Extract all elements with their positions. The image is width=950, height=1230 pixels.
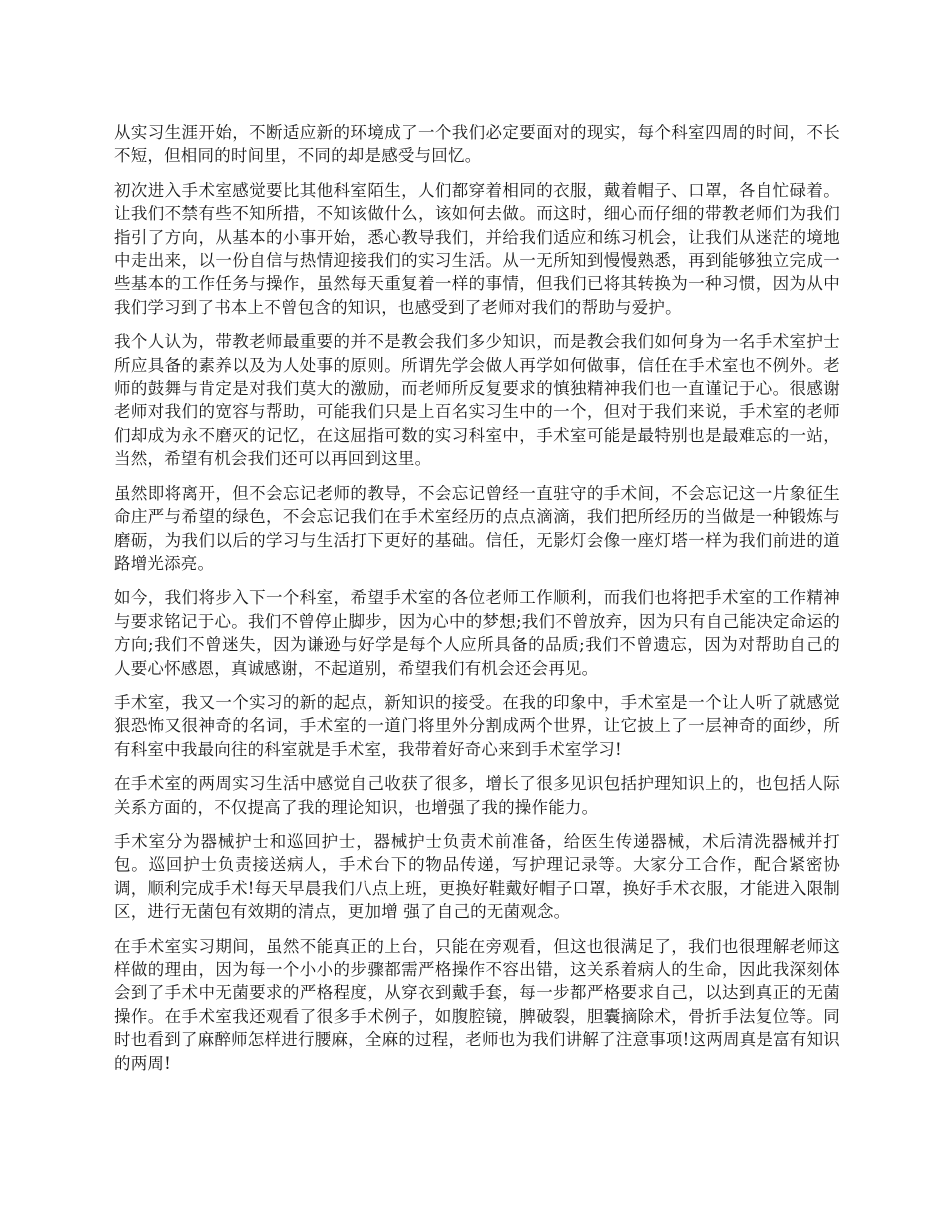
paragraph-9: 在手术室实习期间，虽然不能真正的上台，只能在旁观看，但这也很满足了，我们也很理解老师这样做的理由，因为每一个小小的步骤都需严格操作不容出错，这关系着病人的生命，因此我深刻体会到了手术中无菌要求的严格程度，从穿衣到戴手套，每一步都严格要求自己，以达到真正的无菌操作。在手术室我还观看了很多手术例子，如腹腔镜，脾破裂，胆囊摘除术，骨折手法复位等。同时也看到了麻醉师怎样进行腰麻，全麻的过程，老师也为我们讲解了注意事项!这两周真是富有知识的两周! [114,936,840,1073]
paragraph-1: 从实习生涯开始，不断适应新的环境成了一个我们必定要面对的现实，每个科室四周的时间，不长不短，但相同的时间里，不同的却是感受与回忆。 [114,123,840,166]
paragraph-5: 如今，我们将步入下一个科室，希望手术室的各位老师工作顺利，而我们也将把手术室的工作精神与要求铭记于心。我们不曾停止脚步，因为心中的梦想;我们不曾放弃，因为只有自己能决定命运的方向;我们不曾迷失，因为谦逊与好学是每个人应所具备的品质;我们不曾遗忘，因为对帮助自己的人要心怀感恩，真诚感谢，不起道别，希望我们有机会还会再见。 [114,588,840,678]
paragraph-3: 我个人认为，带教老师最重要的并不是教会我们多少知识，而是教会我们如何身为一名手术室护士所应具备的素养以及为人处事的原则。所谓先学会做人再学如何做事，信任在手术室也不例外。老师的鼓舞与肯定是对我们莫大的激励，而老师所反复要求的慎独精神我们也一直谨记于心。很感谢老师对我们的宽容与帮助，可能我们只是上百名实习生中的一个，但对于我们来说，手术室的老师们却成为永不磨灭的记忆，在这屈指可数的实习科室中，手术室可能是最特别也是最难忘的一站，当然，希望有机会我们还可以再回到这里。 [114,332,840,469]
paragraph-4: 虽然即将离开，但不会忘记老师的教导，不会忘记曾经一直驻守的手术间，不会忘记这一片象征生命庄严与希望的绿色，不会忘记我们在手术室经历的点点滴滴，我们把所经历的当做是一种锻炼与磨砺，为我们以后的学习与生活打下更好的基础。信任，无影灯会像一座灯塔一样为我们前进的道路增光添亮。 [114,483,840,573]
paragraph-2: 初次进入手术室感觉要比其他科室陌生，人们都穿着相同的衣服，戴着帽子、口罩，各自忙碌着。让我们不禁有些不知所措，不知该做什么，该如何去做。而这时，细心而仔细的带教老师们为我们指引了方向，从基本的小事开始，悉心教导我们，并给我们适应和练习机会，让我们从迷茫的境地中走出来，以一份自信与热情迎接我们的实习生活。从一无所知到慢慢熟悉，再到能够独立完成一些基本的工作任务与操作，虽然每天重复着一样的事情，但我们已将其转换为一种习惯，因为从中我们学习到了书本上不曾包含的知识，也感受到了老师对我们的帮助与爱护。 [114,180,840,317]
document-page [114,121,840,1086]
paragraph-7: 在手术室的两周实习生活中感觉自己收获了很多，增长了很多见识包括护理知识上的，也包括人际关系方面的，不仅提高了我的理论知识，也增强了我的操作能力。 [114,774,840,817]
paragraph-6: 手术室，我又一个实习的新的起点，新知识的接受。在我的印象中，手术室是一个让人听了就感觉狠恐怖又很神奇的名词，手术室的一道门将里外分割成两个世界，让它披上了一层神奇的面纱，所有科室中我最向往的科室就是手术室，我带着好奇心来到手术室学习! [114,692,840,759]
paragraph-8: 手术室分为器械护士和巡回护士，器械护士负责术前准备，给医生传递器械，术后清洗器械并打包。巡回护士负责接送病人，手术台下的物品传递，写护理记录等。大家分工合作，配合紧密协调，顺利完成手术!每天早晨我们八点上班，更换好鞋戴好帽子口罩，换好手术衣服，才能进入限制区，进行无菌包有效期的清点，更加增 强了自己的无菌观念。 [114,831,840,922]
